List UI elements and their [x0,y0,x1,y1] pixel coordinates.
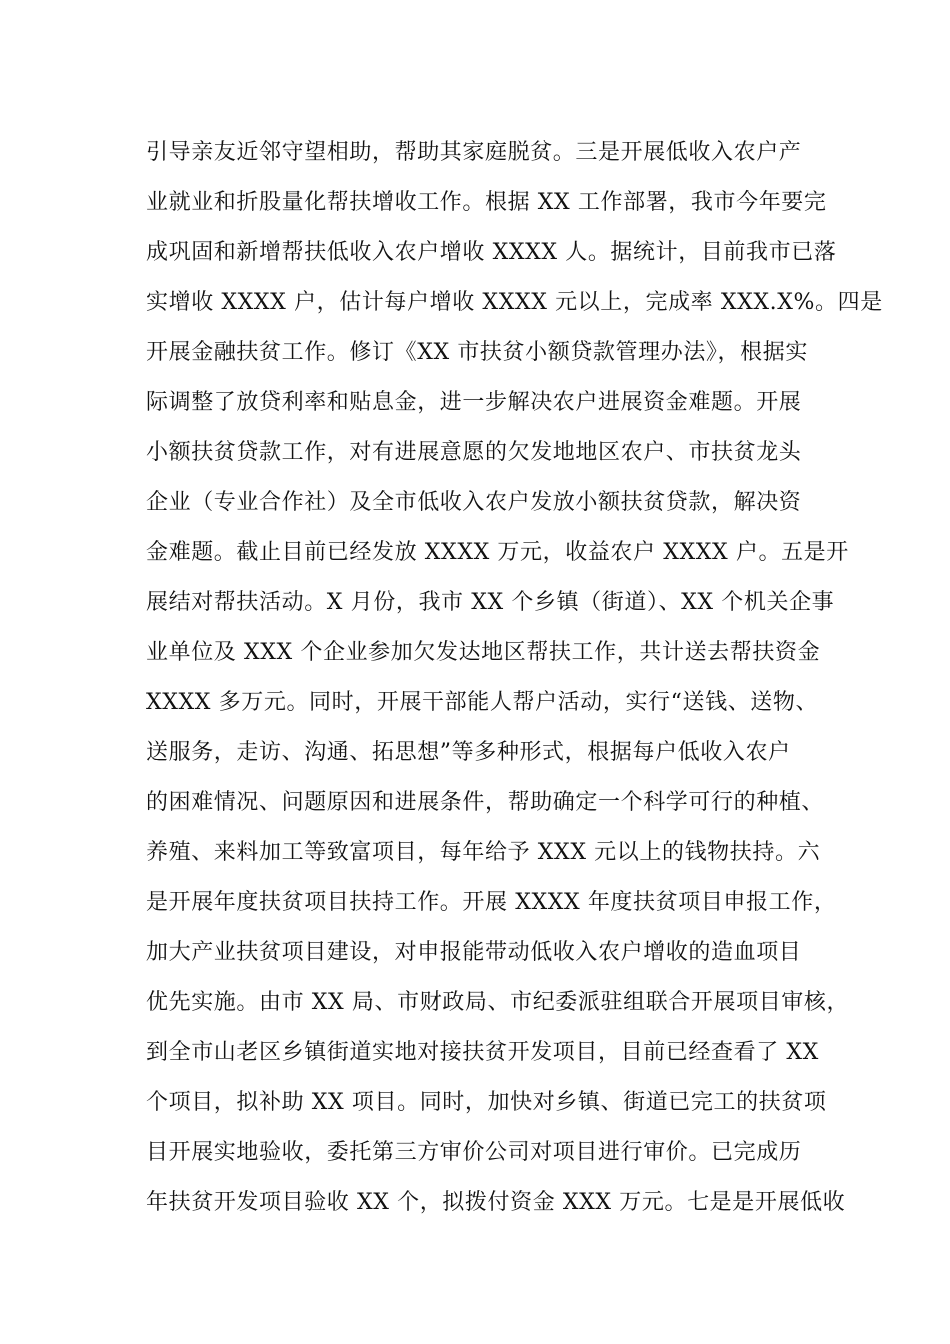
text-line: 业就业和折股量化帮扶增收工作。根据 XX 工作部署，我市今年要完 [146,190,827,215]
text-line: 目开展实地验收，委托第三方审价公司对项目进行审价。已完成历 [146,1140,802,1165]
text-line: 实增收 XXXX 户，估计每户增收 XXXX 元以上，完成率 XXX.X%。四是 [146,290,883,315]
text-line: 企业（专业合作社）及全市低收入农户发放小额扶贫贷款，解决资 [146,490,802,515]
text-line: 加大产业扶贫项目建设，对申报能带动低收入农户增收的造血项目 [146,940,802,965]
text-line: 小额扶贫贷款工作，对有进展意愿的欠发地地区农户、市扶贫龙头 [146,440,802,465]
text-line: 成巩固和新增帮扶低收入农户增收 XXXX 人。据统计，目前我市已落 [146,240,837,265]
text-line: 优先实施。由市 XX 局、市财政局、市纪委派驻组联合开展项目审核， [146,990,850,1015]
text-line: 到全市山老区乡镇街道实地对接扶贫开发项目，目前已经查看了 XX [146,1040,819,1065]
text-line: XXXX 多万元。同时，开展干部能人帮户活动，实行“送钱、送物、 [146,690,819,715]
body-paragraph [146,128,883,1228]
text-line: 送服务，走访、沟通、拓思想”等多种形式，根据每户低收入农户 [146,740,791,765]
text-line: 年扶贫开发项目验收 XX 个，拟拨付资金 XXX 万元。七是是开展低收 [146,1190,846,1215]
text-line: 引导亲友近邻守望相助，帮助其家庭脱贫。三是开展低收入农户产 [146,140,802,165]
text-line: 金难题。截止目前已经发放 XXXX 万元，收益农户 XXXX 户。五是开 [146,540,849,565]
text-line: 的困难情况、问题原因和进展条件，帮助确定一个科学可行的种植、 [146,790,825,815]
text-line: 个项目，拟补助 XX 项目。同时，加快对乡镇、街道已完工的扶贫项 [146,1090,827,1115]
text-line: 展结对帮扶活动。X 月份，我市 XX 个乡镇（街道）、XX 个机关企事 [146,590,835,615]
text-line: 业单位及 XXX 个企业参加欠发达地区帮扶工作，共计送去帮扶资金 [146,640,821,665]
text-line: 是开展年度扶贫项目扶持工作。开展 XXXX 年度扶贫项目申报工作， [146,890,837,915]
text-line: 际调整了放贷利率和贴息金，进一步解决农户进展资金难题。开展 [146,390,802,415]
text-line: 养殖、来料加工等致富项目，每年给予 XXX 元以上的钱物扶持。六 [146,840,821,865]
text-line: 开展金融扶贫工作。修订《XX 市扶贫小额贷款管理办法》，根据实 [146,340,808,365]
